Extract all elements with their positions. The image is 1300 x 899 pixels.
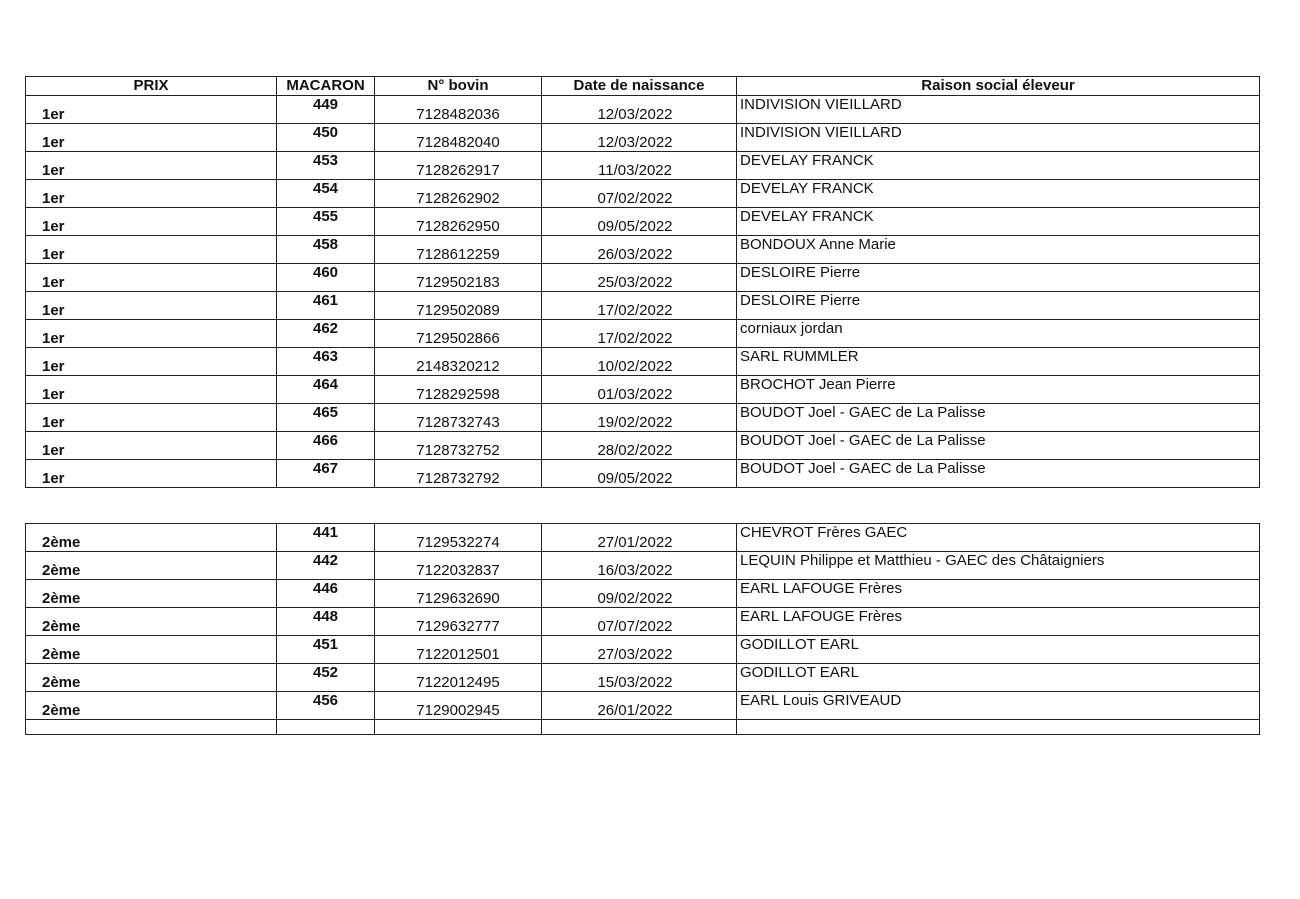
cell-date — [542, 152, 737, 180]
cell-bovin-text: 7128482040 — [416, 134, 500, 151]
cell-raison — [737, 376, 1260, 404]
table-row — [26, 96, 1260, 124]
cell-macaron-text: 461 — [312, 292, 339, 309]
cell-raison-text: corniaux jordan — [740, 320, 843, 337]
cell-raison — [737, 152, 1260, 180]
cell-macaron-text: 454 — [312, 180, 339, 197]
header-bovin: N° bovin — [375, 77, 542, 96]
cell-raison — [737, 320, 1260, 348]
cell-raison — [737, 292, 1260, 320]
header-date: Date de naissance — [542, 77, 737, 96]
cell-raison — [737, 580, 1260, 608]
cell-date — [542, 692, 737, 720]
cell-macaron — [277, 580, 375, 608]
cell-date-text: 15/03/2022 — [597, 674, 673, 691]
cell-bovin-text: 7128262917 — [416, 162, 500, 179]
cell-macaron — [277, 524, 375, 552]
cell-raison-text: DESLOIRE Pierre — [740, 292, 861, 309]
cell-macaron — [277, 664, 375, 692]
cell-date — [542, 236, 737, 264]
cell-bovin-text: 7128732752 — [416, 442, 500, 459]
cell-macaron — [277, 376, 375, 404]
cell-prix-text: 1er — [42, 414, 65, 431]
cell-macaron — [277, 236, 375, 264]
cell-date-text: 12/03/2022 — [597, 106, 673, 123]
cell-macaron-text: 448 — [312, 608, 339, 625]
table-row — [26, 404, 1260, 432]
cell-bovin — [375, 180, 542, 208]
cell-prix — [26, 580, 277, 608]
cell-prix — [26, 264, 277, 292]
cell-prix — [26, 552, 277, 580]
cell-prix-text: 1er — [42, 330, 65, 347]
table-row — [26, 580, 1260, 608]
cell-date-text: 26/03/2022 — [597, 246, 673, 263]
cell-bovin-text: 7128732792 — [416, 470, 500, 487]
header-row — [26, 77, 1260, 96]
table-row — [26, 208, 1260, 236]
cell-bovin — [375, 524, 542, 552]
cell-prix-text: 1er — [42, 274, 65, 291]
cell-prix-empty — [26, 720, 277, 735]
cell-prix — [26, 608, 277, 636]
cell-date — [542, 180, 737, 208]
cell-prix — [26, 432, 277, 460]
cell-prix — [26, 180, 277, 208]
cell-raison — [737, 608, 1260, 636]
cell-prix-text: 1er — [42, 470, 65, 487]
cell-bovin-empty — [375, 720, 542, 735]
cell-date-text: 12/03/2022 — [597, 134, 673, 151]
cell-date-text: 07/07/2022 — [597, 618, 673, 635]
cell-date-text: 27/03/2022 — [597, 646, 673, 663]
cell-bovin — [375, 636, 542, 664]
cell-date-text: 17/02/2022 — [597, 302, 673, 319]
cell-date-text: 09/05/2022 — [597, 218, 673, 235]
table-row — [26, 292, 1260, 320]
cell-macaron-empty — [277, 720, 375, 735]
cell-macaron — [277, 432, 375, 460]
cell-macaron-text: 466 — [312, 432, 339, 449]
cell-date-text: 28/02/2022 — [597, 442, 673, 459]
cell-date-text: 11/03/2022 — [598, 162, 672, 179]
cell-bovin-text: 7122012495 — [416, 674, 500, 691]
cell-date — [542, 376, 737, 404]
cell-macaron-text: 441 — [312, 524, 339, 541]
cell-raison-text: BOUDOT Joel - GAEC de La Palisse — [740, 404, 986, 421]
cell-bovin — [375, 348, 542, 376]
cell-macaron-text: 464 — [312, 376, 339, 393]
cell-prix-text: 1er — [42, 162, 65, 179]
cell-macaron-text: 442 — [312, 552, 339, 569]
cell-date — [542, 580, 737, 608]
cell-prix-text: 1er — [42, 134, 65, 151]
cell-raison — [737, 264, 1260, 292]
cell-macaron-text: 453 — [312, 152, 339, 169]
cell-macaron-text: 446 — [312, 580, 339, 597]
cell-macaron-text: 458 — [312, 236, 339, 253]
header-prix: PRIX — [26, 77, 277, 96]
cell-date — [542, 524, 737, 552]
cell-raison — [737, 208, 1260, 236]
cell-raison-text: DEVELAY FRANCK — [740, 180, 874, 197]
cell-raison — [737, 124, 1260, 152]
cell-prix-text: 1er — [42, 246, 65, 263]
cell-macaron — [277, 152, 375, 180]
cell-date-text: 26/01/2022 — [597, 702, 673, 719]
second-prize-body — [26, 524, 1260, 735]
cell-bovin-text: 7129502089 — [416, 302, 500, 319]
cell-bovin — [375, 552, 542, 580]
cell-macaron-text: 451 — [312, 636, 339, 653]
cell-prix — [26, 692, 277, 720]
cell-date-text: 01/03/2022 — [597, 386, 673, 403]
cell-macaron — [277, 264, 375, 292]
cell-macaron-text: 450 — [312, 124, 339, 141]
table-row — [26, 460, 1260, 488]
cell-date — [542, 320, 737, 348]
table-row — [26, 664, 1260, 692]
cell-bovin-text: 7129502866 — [416, 330, 500, 347]
cell-prix-text: 1er — [42, 218, 65, 235]
cell-macaron — [277, 404, 375, 432]
cell-macaron — [277, 348, 375, 376]
results-table-second-prize — [25, 523, 1260, 735]
cell-date-text: 09/02/2022 — [597, 590, 673, 607]
cell-date — [542, 664, 737, 692]
cell-raison-text: BOUDOT Joel - GAEC de La Palisse — [740, 460, 986, 477]
cell-bovin-text: 7122032837 — [416, 562, 500, 579]
cell-macaron — [277, 208, 375, 236]
cell-prix-text: 2ème — [42, 702, 81, 719]
cell-raison-text: BONDOUX Anne Marie — [740, 236, 896, 253]
cell-prix — [26, 376, 277, 404]
cell-prix — [26, 404, 277, 432]
cell-raison-text: EARL LAFOUGE Frères — [740, 580, 902, 597]
cell-macaron — [277, 692, 375, 720]
cell-date-text: 10/02/2022 — [597, 358, 673, 375]
cell-raison — [737, 664, 1260, 692]
cell-bovin — [375, 404, 542, 432]
cell-macaron-text: 467 — [312, 460, 339, 477]
cell-raison-text: CHEVROT Frères GAEC — [740, 524, 908, 541]
cell-date — [542, 96, 737, 124]
cell-prix — [26, 96, 277, 124]
cell-raison — [737, 432, 1260, 460]
cell-bovin — [375, 236, 542, 264]
cell-date — [542, 264, 737, 292]
cell-prix — [26, 236, 277, 264]
cell-bovin — [375, 432, 542, 460]
cell-raison-text: DEVELAY FRANCK — [740, 152, 874, 169]
cell-prix — [26, 460, 277, 488]
table-row — [26, 320, 1260, 348]
cell-bovin — [375, 460, 542, 488]
cell-date — [542, 208, 737, 236]
cell-raison — [737, 404, 1260, 432]
cell-prix-text: 1er — [42, 358, 65, 375]
cell-date-text: 27/01/2022 — [597, 534, 673, 551]
cell-bovin — [375, 124, 542, 152]
cell-date-text: 25/03/2022 — [597, 274, 673, 291]
cell-macaron — [277, 292, 375, 320]
cell-prix — [26, 524, 277, 552]
cell-raison-text: SARL RUMMLER — [740, 348, 859, 365]
cell-macaron-text: 465 — [312, 404, 339, 421]
table-row — [26, 608, 1260, 636]
cell-macaron — [277, 96, 375, 124]
cell-raison-text: LEQUIN Philippe et Matthieu - GAEC des Châtaigniers — [740, 552, 1105, 569]
cell-bovin-text: 7128612259 — [416, 246, 500, 263]
cell-prix-text: 2ème — [42, 618, 81, 635]
cell-date-text: 17/02/2022 — [597, 330, 673, 347]
cell-bovin — [375, 608, 542, 636]
cell-raison — [737, 96, 1260, 124]
cell-prix-text: 1er — [42, 386, 65, 403]
cell-bovin-text: 7128262950 — [416, 218, 500, 235]
cell-raison — [737, 524, 1260, 552]
cell-bovin-text: 7129502183 — [416, 274, 500, 291]
cell-raison-text: INDIVISION VIEILLARD — [740, 124, 902, 141]
cell-macaron — [277, 608, 375, 636]
cell-raison-text: DEVELAY FRANCK — [740, 208, 874, 225]
table-row — [26, 552, 1260, 580]
empty-row — [26, 720, 1260, 735]
cell-raison — [737, 636, 1260, 664]
header-raison: Raison social éleveur — [737, 77, 1260, 96]
cell-prix-text: 2ème — [42, 562, 81, 579]
cell-bovin-text: 7128732743 — [416, 414, 500, 431]
cell-date-text: 07/02/2022 — [597, 190, 673, 207]
cell-prix — [26, 152, 277, 180]
cell-prix-text: 1er — [42, 442, 65, 459]
cell-date — [542, 552, 737, 580]
cell-date — [542, 292, 737, 320]
cell-raison — [737, 348, 1260, 376]
cell-raison-empty — [737, 720, 1260, 735]
cell-date-text: 16/03/2022 — [597, 562, 673, 579]
cell-prix — [26, 292, 277, 320]
table-row — [26, 180, 1260, 208]
cell-bovin-text: 7128262902 — [416, 190, 500, 207]
cell-prix — [26, 664, 277, 692]
table-row — [26, 236, 1260, 264]
cell-bovin-text: 7122012501 — [416, 646, 500, 663]
cell-prix — [26, 348, 277, 376]
cell-date — [542, 636, 737, 664]
cell-macaron — [277, 180, 375, 208]
cell-prix-text: 2ème — [42, 534, 81, 551]
cell-macaron-text: 463 — [312, 348, 339, 365]
cell-raison-text: INDIVISION VIEILLARD — [740, 96, 902, 113]
cell-date — [542, 348, 737, 376]
cell-prix-text: 1er — [42, 106, 65, 123]
cell-date — [542, 460, 737, 488]
table-row — [26, 692, 1260, 720]
cell-bovin-text: 7129002945 — [416, 702, 500, 719]
cell-raison — [737, 460, 1260, 488]
cell-macaron-text: 449 — [312, 96, 339, 113]
cell-prix-text: 2ème — [42, 674, 81, 691]
cell-bovin-text: 7128482036 — [416, 106, 500, 123]
cell-date-text: 19/02/2022 — [597, 414, 673, 431]
cell-prix — [26, 320, 277, 348]
cell-date-text: 09/05/2022 — [597, 470, 673, 487]
cell-date — [542, 608, 737, 636]
cell-bovin — [375, 96, 542, 124]
cell-raison-text: DESLOIRE Pierre — [740, 264, 861, 281]
cell-raison — [737, 236, 1260, 264]
table-row — [26, 636, 1260, 664]
cell-macaron — [277, 124, 375, 152]
cell-bovin — [375, 320, 542, 348]
table-row — [26, 432, 1260, 460]
cell-macaron-text: 455 — [312, 208, 339, 225]
cell-macaron — [277, 460, 375, 488]
table-row — [26, 348, 1260, 376]
table-row — [26, 152, 1260, 180]
cell-raison-text: BROCHOT Jean Pierre — [740, 376, 896, 393]
table-row — [26, 124, 1260, 152]
cell-prix-text: 1er — [42, 190, 65, 207]
cell-macaron-text: 462 — [312, 320, 339, 337]
cell-date — [542, 432, 737, 460]
cell-date — [542, 404, 737, 432]
cell-bovin-text: 7129632777 — [416, 618, 500, 635]
cell-bovin — [375, 376, 542, 404]
cell-bovin-text: 2148320212 — [416, 358, 500, 375]
cell-bovin-text: 7129532274 — [416, 534, 500, 551]
cell-raison — [737, 552, 1260, 580]
cell-prix — [26, 208, 277, 236]
results-table-first-prize — [25, 76, 1260, 488]
cell-bovin — [375, 580, 542, 608]
header-macaron: MACARON — [277, 77, 375, 96]
cell-bovin-text: 7129632690 — [416, 590, 500, 607]
cell-bovin — [375, 152, 542, 180]
cell-macaron-text: 452 — [312, 664, 339, 681]
cell-prix-text: 2ème — [42, 646, 81, 663]
table-row — [26, 264, 1260, 292]
table-row — [26, 376, 1260, 404]
cell-date — [542, 124, 737, 152]
cell-prix — [26, 124, 277, 152]
cell-bovin — [375, 292, 542, 320]
cell-raison-text: EARL Louis GRIVEAUD — [740, 692, 902, 709]
cell-macaron-text: 460 — [312, 264, 339, 281]
cell-raison-text: GODILLOT EARL — [740, 664, 859, 681]
cell-raison-text: GODILLOT EARL — [740, 636, 859, 653]
cell-raison-text: BOUDOT Joel - GAEC de La Palisse — [740, 432, 986, 449]
cell-bovin — [375, 208, 542, 236]
cell-prix-text: 1er — [42, 302, 65, 319]
cell-prix-text: 2ème — [42, 590, 81, 607]
cell-date-empty — [542, 720, 737, 735]
table-row — [26, 524, 1260, 552]
cell-prix — [26, 636, 277, 664]
cell-raison — [737, 692, 1260, 720]
cell-bovin — [375, 692, 542, 720]
first-prize-body — [26, 96, 1260, 488]
cell-raison — [737, 180, 1260, 208]
cell-raison-text: EARL LAFOUGE Frères — [740, 608, 902, 625]
cell-macaron — [277, 636, 375, 664]
cell-macaron — [277, 320, 375, 348]
cell-macaron-text: 456 — [312, 692, 339, 709]
cell-bovin — [375, 664, 542, 692]
cell-bovin — [375, 264, 542, 292]
cell-macaron — [277, 552, 375, 580]
cell-bovin-text: 7128292598 — [416, 386, 500, 403]
